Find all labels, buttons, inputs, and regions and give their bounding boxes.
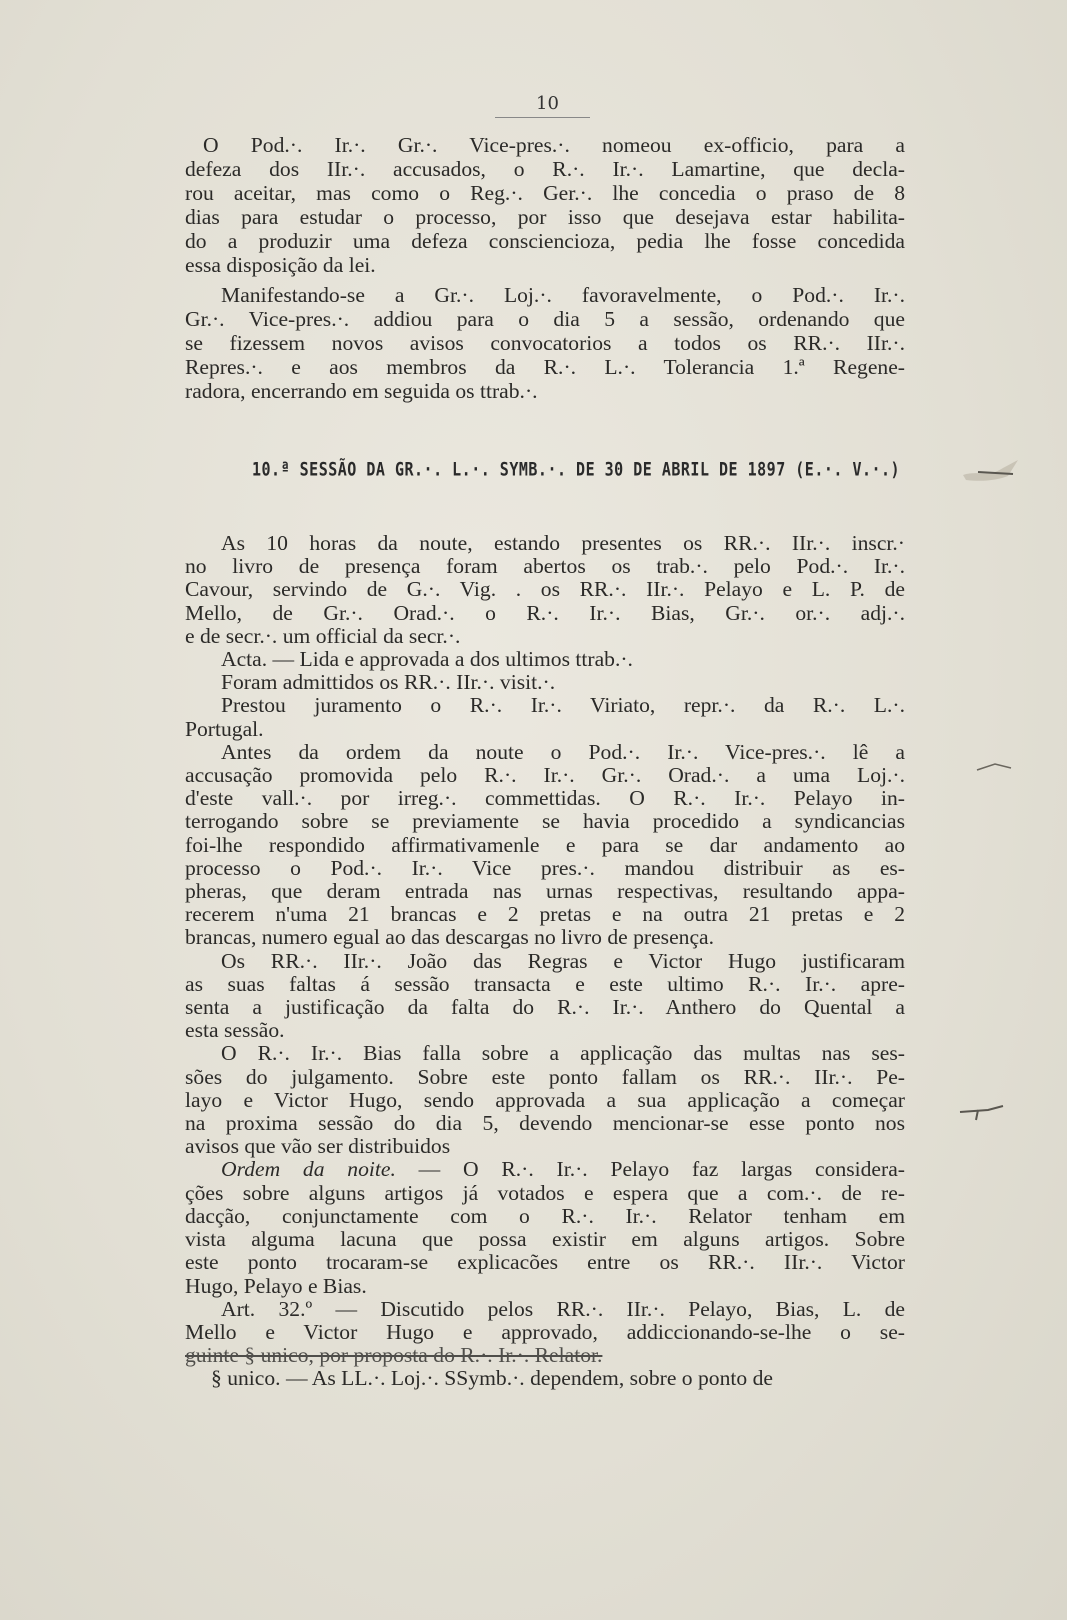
text-line: ções sobre alguns artigos já votados e espera que a com.·. de re- <box>185 1180 905 1205</box>
text-line-partially-struck: § unico. — As LL.·. Loj.·. SSymb.·. dependem, sobre o ponto de <box>211 1366 773 1391</box>
text-line: layo e Victor Hugo, sendo approvada a sua applicação a começar <box>185 1087 905 1112</box>
text-line: Mello e Victor Hugo e approvado, addiccionando-se-lhe o se- <box>185 1319 905 1344</box>
text-line: radora, encerrando em seguida os ttrab.·. <box>185 379 538 403</box>
text-line: accusação promovida pelo R.·. Ir.·. Gr.·. Orad.·. a uma Loj.·. <box>185 763 905 788</box>
text-line: as suas faltas á sessão transacta e este ultimo R.·. Ir.·. apre- <box>185 971 905 996</box>
text-line-struck: guinte § unico, por proposta do R.·. Ir.·. Relator. <box>185 1343 603 1368</box>
text-line: rou aceitar, mas como o Reg.·. Ger.·. lhe concedia o praso de 8 <box>185 181 905 205</box>
text-line: avisos que vão ser distribuidos <box>185 1134 451 1159</box>
text-line: Repres.·. e aos membros da R.·. L.·. Tolerancia 1.ª Regene- <box>185 355 905 379</box>
text-line: Art. 32.º — Discutido pelos RR.·. IIr.·. Pelayo, Bias, L. de <box>221 1296 905 1321</box>
text-line: Foram admittidos os RR.·. IIr.·. visit.·. <box>221 670 556 695</box>
text-line: Ordem da noite. — O R.·. Ir.·. Pelayo faz largas considera- <box>221 1157 905 1182</box>
page-number-rule <box>495 117 590 118</box>
text-line: sões do julgamento. Sobre este ponto fallam os RR.·. IIr.·. Pe- <box>185 1064 905 1089</box>
text-line: defeza dos IIr.·. accusados, o R.·. Ir.·. Lamartine, que decla- <box>185 157 905 181</box>
text-line: terrogando sobre se previamente se havia procedido a syndicancias <box>185 809 905 834</box>
text-line: Cavour, servindo de G.·. Vig. . os RR.·. IIr.·. Pelayo e L. P. de <box>185 577 905 602</box>
margin-ink-mark <box>958 1100 1008 1124</box>
text-line: As 10 horas da noute, estando presentes os RR.·. IIr.·. inscr.· <box>221 531 905 555</box>
text-line: recerem n'uma 21 brancas e 2 pretas e na outra 21 pretas e 2 <box>185 902 905 927</box>
text-line: este ponto trocaram-se explicacões entre os RR.·. IIr.·. Victor <box>185 1250 905 1275</box>
text-line: pheras, que deram entrada nas urnas respectivas, resultando appa- <box>185 879 905 904</box>
text-line: esta sessão. <box>185 1018 285 1043</box>
text-line: O R.·. Ir.·. Bias falla sobre a applicação das multas nas ses- <box>221 1041 905 1066</box>
text-line: Portugal. <box>185 716 264 741</box>
italic-lead: Ordem da noite. <box>221 1157 396 1182</box>
text-line: brancas, numero egual ao das descargas no livro de presença. <box>185 925 715 950</box>
text-line: Antes da ordem da noute o Pod.·. Ir.·. Vice-pres.·. lê a <box>221 739 905 764</box>
section-heading: 10.ª SESSÃO DA GR.·. L.·. SYMB.·. DE 30 DE ABRIL DE 1897 (E.·. V.·.) <box>252 458 901 481</box>
text-line: Os RR.·. IIr.·. João das Regras e Victor Hugo justificaram <box>221 948 905 973</box>
text-line: na proxima sessão do dia 5, devendo mencionar-se esse ponto nos <box>185 1111 905 1136</box>
text-line: Hugo, Pelayo e Bias. <box>185 1273 367 1298</box>
text-line: O Pod.·. Ir.·. Gr.·. Vice-pres.·. nomeou ex-officio, para a <box>203 133 905 157</box>
text-line: no livro de presença foram abertos os trab.·. pelo Pod.·. Ir.·. <box>185 554 905 579</box>
text-line: dias para estudar o processo, por isso que desejava estar habilita- <box>185 205 905 229</box>
text-line: senta a justificação da falta do R.·. Ir.·. Anthero do Quental a <box>185 995 905 1020</box>
text-line: Prestou juramento o R.·. Ir.·. Viriato, repr.·. da R.·. L.·. <box>221 693 905 718</box>
text-line: Gr.·. Vice-pres.·. addiou para o dia 5 a sessão, ordenando que <box>185 307 905 331</box>
text-line: vista alguma lacuna que possa existir em alguns artigos. Sobre <box>185 1227 905 1252</box>
text-line: Manifestando-se a Gr.·. Loj.·. favoravelmente, o Pod.·. Ir.·. <box>221 283 905 307</box>
paragraph-adjournment <box>185 283 905 403</box>
text-line: Mello, de Gr.·. Orad.·. o R.·. Ir.·. Bias, Gr.·. or.·. adj.·. <box>185 600 905 625</box>
text-line: dacção, conjunctamente com o R.·. Ir.·. Relator tenham em <box>185 1203 905 1228</box>
margin-ink-mark <box>975 758 1015 778</box>
session-minutes <box>185 532 905 1391</box>
text-line: se fizessem novos avisos convocatorios a todos os RR.·. IIr.·. <box>185 331 905 355</box>
text-line: Acta. — Lida e approvada a dos ultimos ttrab.·. <box>221 647 633 672</box>
text-line: essa disposição da lei. <box>185 253 376 277</box>
page-number: 10 <box>536 93 559 114</box>
margin-stain-mark <box>958 450 1028 500</box>
text-line: e de secr.·. um official da secr.·. <box>185 623 461 648</box>
text-line: do a produzir uma defeza consciencioza, pedia lhe fosse concedida <box>185 229 905 253</box>
text-line: d'este vall.·. por irreg.·. commettidas. O R.·. Ir.·. Pelayo in- <box>185 786 905 811</box>
paragraph-defence <box>185 133 905 277</box>
text-line: foi-lhe respondido affirmativamenle e para se dar andamento ao <box>185 832 905 857</box>
text-line: processo o Pod.·. Ir.·. Vice pres.·. mandou distribuir as es- <box>185 855 905 880</box>
